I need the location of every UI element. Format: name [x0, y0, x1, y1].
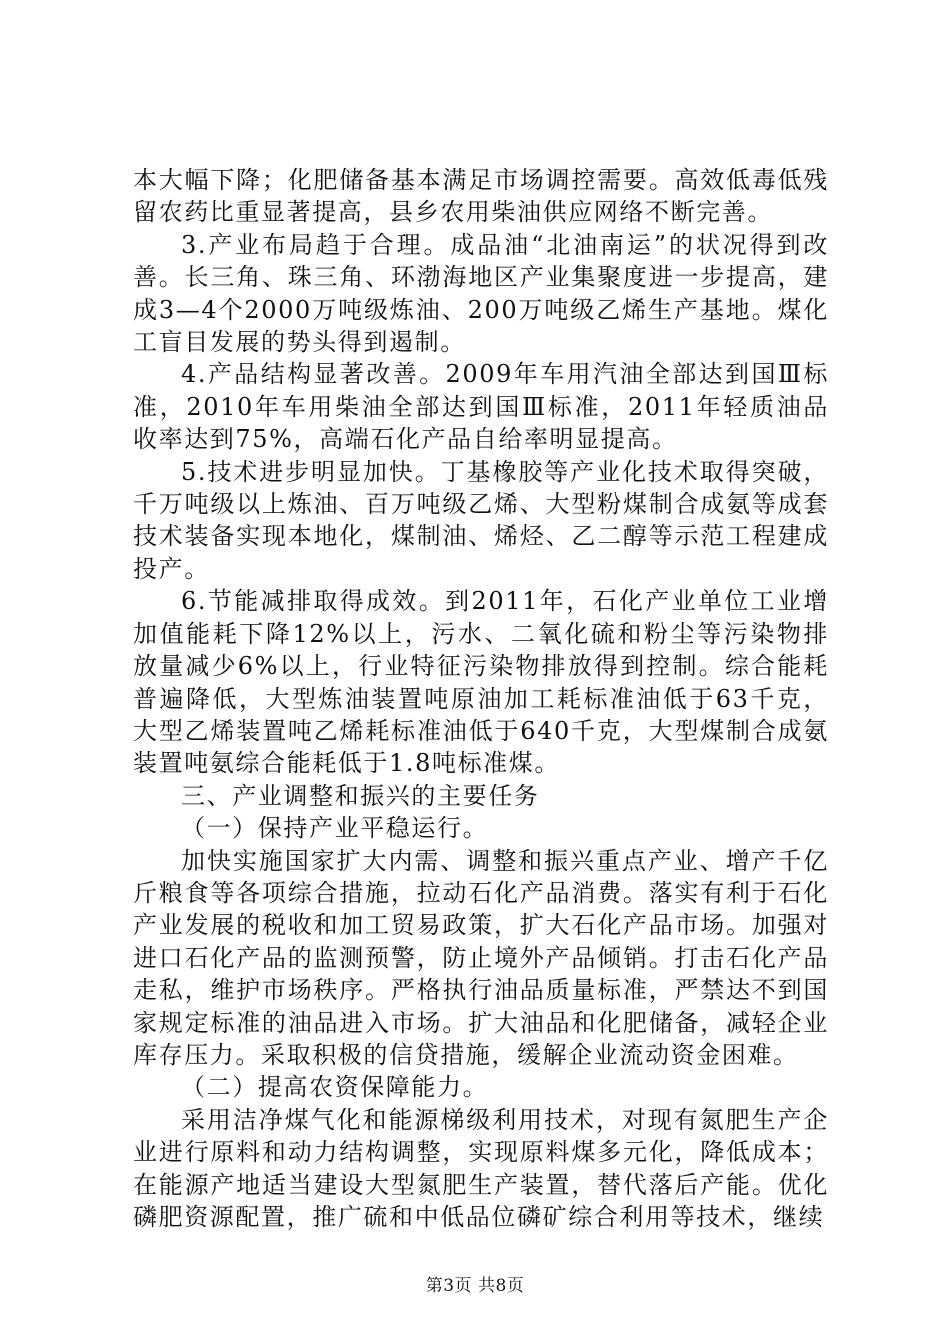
paragraph-technology-progress: 5.技术进步明显加快。丁基橡胶等产业化技术取得突破，千万吨级以上炼油、百万吨级乙烯、大型粉煤制合成氨等成套技术装备实现本地化，煤制油、烯烃、乙二醇等示范工程建成投产。 — [133, 457, 829, 583]
page-number-footer: 第3页 共8页 — [425, 1276, 525, 1296]
paragraph-agricultural-supply: 采用洁净煤气化和能源梯级利用技术，对现有氮肥生产企业进行原料和动力结构调整，实现原料煤多元化，降低成本；在能源产地适当建设大型氮肥生产装置，替代落后产能。优化磷肥资源配置，推广硫和中低品位磷矿综合利用等技术，继续 — [133, 1105, 829, 1231]
document-body — [133, 164, 829, 1233]
paragraph-energy-saving: 6.节能减排取得成效。到2011年，石化产业单位工业增加值能耗下降12%以上，污水、二氧化硫和粉尘等污染物排放量减少6%以上，行业特征污染物排放得到控制。综合能耗普遍降低，大型炼油装置吨原油加工耗标准油低于63千克，大型乙烯装置吨乙烯耗标准油低于640千克，大型煤制合成氨装置吨氨综合能耗低于1.8吨标准煤。 — [133, 587, 829, 778]
subsection-heading-stable-operation: （一）保持产业平稳运行。 — [181, 814, 489, 843]
paragraph-product-structure: 4.产品结构显著改善。2009年车用汽油全部达到国Ⅲ标准，2010年车用柴油全部达到国Ⅲ标准，2011年轻质油品收率达到75%，高端石化产品自给率明显提高。 — [133, 360, 829, 454]
paragraph-stable-operation: 加快实施国家扩大内需、调整和振兴重点产业、增产千亿斤粮食等各项综合措施，拉动石化产品消费。落实有利于石化产业发展的税收和加工贸易政策，扩大石化产品市场。加强对进口石化产品的监测预警，防止境外产品倾销。打击石化产品走私，维护市场秩序。严格执行油品质量标准，严禁达不到国家规定标准的油品进入市场。扩大油品和化肥储备，减轻企业库存压力。采取积极的信贷措施，缓解企业流动资金困难。 — [133, 846, 829, 1069]
subsection-heading-agricultural-supply: （二）提高农资保障能力。 — [181, 1073, 489, 1102]
paragraph-continuation: 本大幅下降；化肥储备基本满足市场调控需要。高效低毒低残留农药比重显著提高，县乡农用柴油供应网络不断完善。 — [133, 166, 829, 227]
paragraph-industry-layout: 3.产业布局趋于合理。成品油“北油南运”的状况得到改善。长三角、珠三角、环渤海地区产业集聚度进一步提高，建成3—4个2000万吨级炼油、200万吨级乙烯生产基地。煤化工盲目发展的势头得到遏制。 — [133, 230, 829, 357]
section-heading-main-tasks: 三、产业调整和振兴的主要任务 — [181, 781, 540, 810]
